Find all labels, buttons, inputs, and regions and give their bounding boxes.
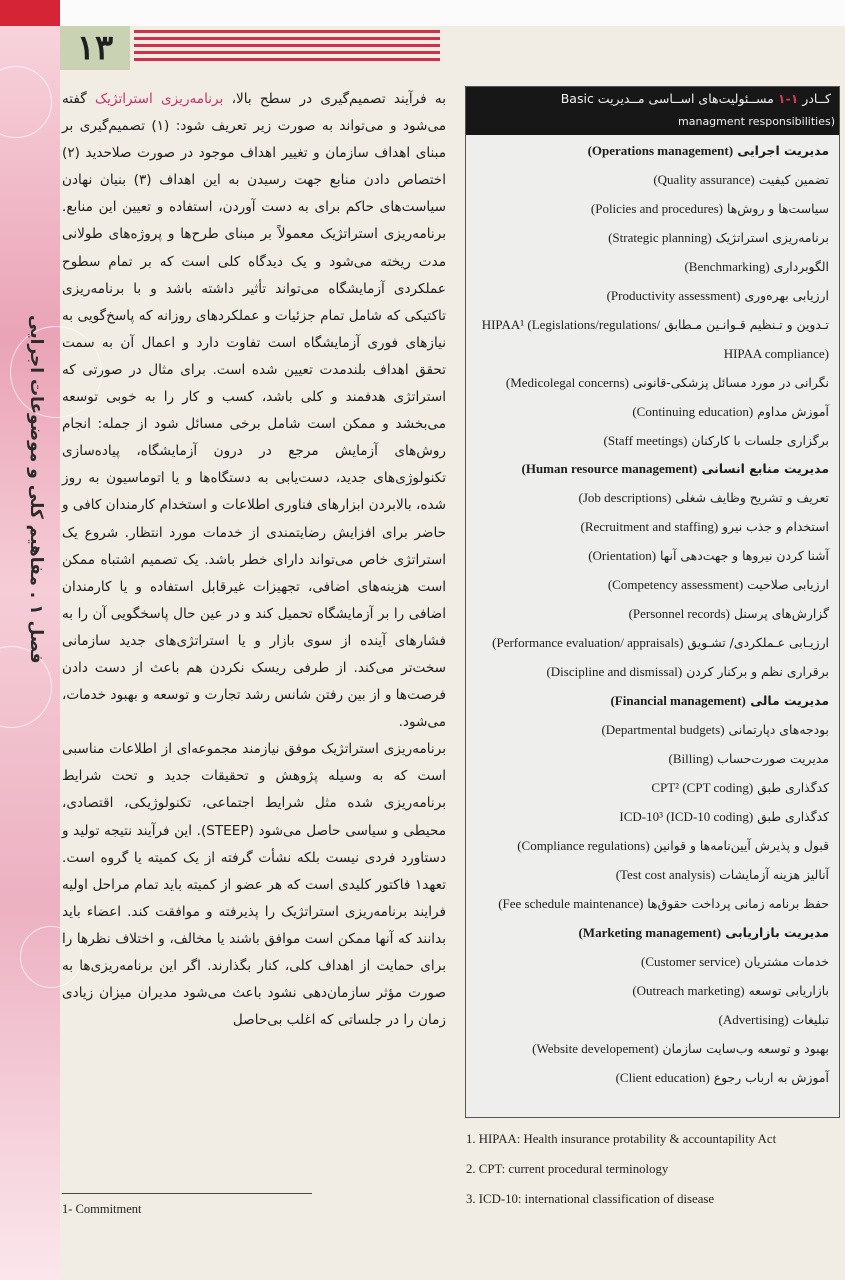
item-en: (Medicolegal concerns) <box>505 374 629 390</box>
item-en: (Policies and procedures) <box>590 200 724 216</box>
highlighted-term: برنامه‌ریزی استراتژیک <box>95 91 224 107</box>
item-en: (Operations management) <box>587 143 734 158</box>
item-en: CPT² (CPT coding) <box>651 779 754 795</box>
item-fa: بازاریابی توسعه <box>748 982 829 998</box>
item-en: (Quality assurance) <box>653 171 755 187</box>
top-strip <box>0 0 845 26</box>
box-footnotes <box>466 1124 838 1214</box>
item-en: (Performance evaluation/ appraisals) <box>492 635 684 651</box>
item-fa: تـدوین و تـنظیم قـوانـین مـطابق <box>664 316 829 332</box>
list-item <box>469 774 829 803</box>
item-en: (Customer service) <box>640 953 741 969</box>
item-en: (Advertising) <box>718 1011 789 1027</box>
section-heading <box>469 919 829 948</box>
section-heading <box>469 687 829 716</box>
item-fa: کدگذاری طبق <box>757 779 829 795</box>
item-en: (Recruitment and staffing) <box>580 519 719 535</box>
list-item <box>469 195 829 224</box>
item-fa: قبول و پذیرش آیین‌نامه‌ها و قوانین <box>653 837 829 853</box>
item-en: (Job descriptions) <box>578 490 672 506</box>
list-item <box>469 716 829 745</box>
item-en: (Departmental budgets) <box>601 722 725 738</box>
list-item <box>469 369 829 398</box>
item-en: (Productivity assessment) <box>606 287 741 303</box>
item-fa: آموزش مداوم <box>757 403 829 419</box>
section-heading <box>469 137 829 166</box>
item-fa: ارزیابی صلاحیت <box>747 577 829 593</box>
list-item <box>469 542 829 571</box>
item-fa: آشنا کردن نیروها و جهت‌دهی آنها <box>660 548 829 564</box>
item-en: (Benchmarking) <box>684 258 770 274</box>
item-en: (Personnel records) <box>628 606 731 622</box>
item-en: (Competency assessment) <box>607 577 744 593</box>
list-item <box>469 166 829 195</box>
paragraph-text: گفته می‌شود و می‌تواند به صورت زیر تعریف شود: (۱) تصمیم‌گیری بر مبنای اهداف سازمان و تغییر اهداف موجود در صورت صلاحدید (۲) اختصاص دادن منابع جهت رسیدن به این اهداف (۳) بنیان نهادن سیاست‌های حاکم برای به دست آوردن، استفاده و تعیین این منابع. برنامه‌ریزی استراتژیک معمولاً بر مبنای طرح‌ها و پروژه‌های طولانی مدت ریخته می‌شود و یک دیدگاه کلی است که بر تمام سطوح عملکردی آزمایشگاه می‌تواند تأثیر داشته باشد و با برنامه‌ریزی تاکتیکی که شامل تمام جزئیات و عملکردهای روزانه که پاسخ‌گویی به نیازهای فوری آزمایشگاه است تفاوت دارد و اعمال آن به سمت تحقق اهداف بلندمدت تعیین شده است. برای مثال در صورتی که استراتژی هدفمند و کلی باشد، کسب و کار را به خوبی توسعه می‌بخشد و ممکن است شامل برخی مسائل شود از جمله: انجام روش‌های آزمایش مرجع در درون آزمایشگاه، پیاده‌سازی تکنولوژی‌های جدید، دست‌یابی به دستگاه‌ها و یا اتوماسیون به روز شده، بالابردن ابزارهای فناوری اطلاعات و استخدام کارمندان کافی و حاضر برای افزایش رضایتمندی از خدمات مورد انتظار. شروع یک استراتژی خاص می‌تواند دارای خطر باشد. یک تصمیم اشتباه ممکن است هزینه‌های اضافی، تجهیزات غیرقابل استفاده و یا کارمندان اضافی را بر آزمایشگاه تحمیل کند و در عین حال پاسخگویی آن را به فشارهای آینده از سوی بازار و یا استراتژی‌های جدید سازمانی سخت‌تر می‌کند. از طرفی ریسک نکردن هم باعث از دست دادن فرصت‌ها و از بین رفتن شانس رشد تجارت و توسعه و بهبود خدمات، می‌شود. <box>62 91 446 731</box>
item-fa: آموزش به ارباب رجوع <box>713 1069 829 1085</box>
note-line: 3. ICD-10: international classification of disease <box>466 1192 715 1206</box>
item-fa: مدیریت اجرایی <box>737 143 829 158</box>
item-fa: مدیریت منابع انسانی <box>701 461 829 477</box>
sidebar-box <box>465 86 840 1118</box>
item-fa: استخدام و جذب نیرو <box>722 519 829 535</box>
item-fa: تبلیغات <box>792 1011 829 1027</box>
list-item <box>469 1064 829 1093</box>
item-fa: خدمات مشتریان <box>744 953 829 969</box>
chapter-title: فصل ۱ . مفاهیم کلی و موضوعات اجرایی <box>26 315 46 664</box>
list-item <box>469 311 829 369</box>
list-item <box>469 745 829 774</box>
box-header <box>466 87 839 135</box>
item-en: (Test cost analysis) <box>615 866 716 882</box>
list-item <box>469 282 829 311</box>
item-en: (Website developement) <box>532 1040 659 1056</box>
item-fa: تضمین کیفیت <box>758 171 829 187</box>
list-item <box>469 658 829 687</box>
item-fa: مدیریت مالی <box>750 693 829 709</box>
header-stripes <box>134 30 440 70</box>
item-en: (Continuing education) <box>632 403 754 419</box>
item-en: (Fee schedule maintenance) <box>498 895 644 911</box>
body-paragraph <box>62 736 446 1034</box>
item-en: (Human resource management) <box>521 461 698 477</box>
note-line: 1. HIPAA: Health insurance protability & accountapility Act <box>466 1132 777 1146</box>
item-fa: گزارش‌های پرسنل <box>733 606 829 622</box>
paragraph-text: برنامه‌ریزی استراتژیک موفق نیازمند مجموعه‌ای از اطلاعات مناسبی است که به وسیله پژوهش و تحقیقات جدید و تحت شرایط برنامه‌ریزی شده مثل شرایط اجتماعی، تکنولوژیکی، اقتصادی، محیطی و سیاسی حاصل می‌شود (STEEP). این فرآیند نتیجه تولید و دستاورد فردی نیست بلکه نشأت گرفته از یک کمیته یا گروه است. تعهد۱ فاکتور کلیدی است که هر عضو از کمیته باید تمام مراحل اولیه فرایند برنامه‌ریزی استراتژیک را پذیرفته و موافقت کند. اعضاء باید بدانند که آنها ممکن است موافق باشند یا مخالف، و اختلاف نظرها را برای حمایت از اهداف کلی، کنار بگذارند. اگر این برنامه‌ریزی‌ها به صورت مؤثر سازمان‌دهی نشود باعث می‌شود مدیران میزان زیادی زمان را در جلساتی که اغلب بی‌حاصل <box>62 741 446 1029</box>
item-en: (Financial management) <box>610 693 746 709</box>
list-item <box>469 803 829 832</box>
item-fa: سیاست‌ها و روش‌ها <box>726 200 829 216</box>
item-en: ICD-10³ (ICD-10 coding) <box>619 808 754 824</box>
footnote-divider <box>62 1193 312 1194</box>
item-fa: مدیریت صورت‌حساب <box>717 751 829 767</box>
list-item <box>469 977 829 1006</box>
list-item <box>469 861 829 890</box>
note-line: 2. CPT: current procedural terminology <box>466 1162 669 1176</box>
item-fa: ارزیـابی عـملکردی/ تشـویق <box>687 635 829 651</box>
item-en: HIPAA¹ (Legislations/regulations/ HIPAA compliance) <box>481 316 829 361</box>
responsibility-list <box>469 137 829 1092</box>
list-item <box>469 832 829 861</box>
chapter-side-strip <box>0 26 60 1280</box>
item-en: (Compliance regulations) <box>517 837 650 853</box>
list-item <box>469 398 829 427</box>
item-fa: حفظ برنامه زمانی پرداخت حقوق‌ها <box>647 895 829 911</box>
item-en: (Discipline and dismissal) <box>546 664 683 680</box>
list-item <box>469 253 829 282</box>
list-item <box>469 890 829 919</box>
item-fa: بودجه‌های دپارتمانی <box>728 722 829 738</box>
item-fa: الگوبرداری <box>773 258 829 274</box>
list-item <box>469 224 829 253</box>
item-fa: برقراری نظم و برکنار کردن <box>686 664 829 680</box>
item-en: (Strategic planning) <box>608 229 712 245</box>
paragraph-text: به فرآیند تصمیم‌گیری در سطح بالا، <box>223 91 447 107</box>
item-fa: ارزیابی بهره‌وری <box>744 287 829 303</box>
item-fa: مدیریت بازاریابی <box>725 924 829 940</box>
list-item <box>469 513 829 542</box>
corner-tab <box>0 0 60 26</box>
item-en: (Orientation) <box>588 548 657 564</box>
footnote: 1- Commitment <box>62 1202 142 1216</box>
list-item <box>469 600 829 629</box>
item-en: (Marketing management) <box>578 924 722 940</box>
page-number: ۱۳ <box>60 26 130 70</box>
box-title-en: managment responsibilities) <box>678 115 835 128</box>
item-fa: آنالیز هزینه آزمایشات <box>719 866 829 882</box>
main-text-column <box>62 86 446 1034</box>
item-fa: نگرانی در مورد مسائل پزشکی-قانونی <box>632 374 829 390</box>
item-fa: برنامه‌ریزی استراتژیک <box>715 229 829 245</box>
section-heading <box>469 455 829 484</box>
item-fa: بهبود و توسعه وب‌سایت سازمان <box>662 1040 829 1056</box>
body-paragraph <box>62 86 446 736</box>
item-en: (Billing) <box>668 751 714 767</box>
item-fa: کدگذاری طبق <box>757 808 829 824</box>
list-item <box>469 427 829 456</box>
list-item <box>469 948 829 977</box>
list-item <box>469 1006 829 1035</box>
box-title: کــادر ۱-۱ مســئولیت‌های اســاسی مــدیریت Basic <box>560 91 831 106</box>
item-fa: برگزاری جلسات با کارکنان <box>691 432 829 448</box>
item-fa: تعریف و تشریح وظایف شغلی <box>675 490 829 506</box>
list-item <box>469 571 829 600</box>
list-item <box>469 1035 829 1064</box>
list-item <box>469 484 829 513</box>
item-en: (Client education) <box>615 1069 710 1085</box>
list-item <box>469 629 829 658</box>
item-en: (Outreach marketing) <box>632 982 745 998</box>
item-en: (Staff meetings) <box>603 432 688 448</box>
